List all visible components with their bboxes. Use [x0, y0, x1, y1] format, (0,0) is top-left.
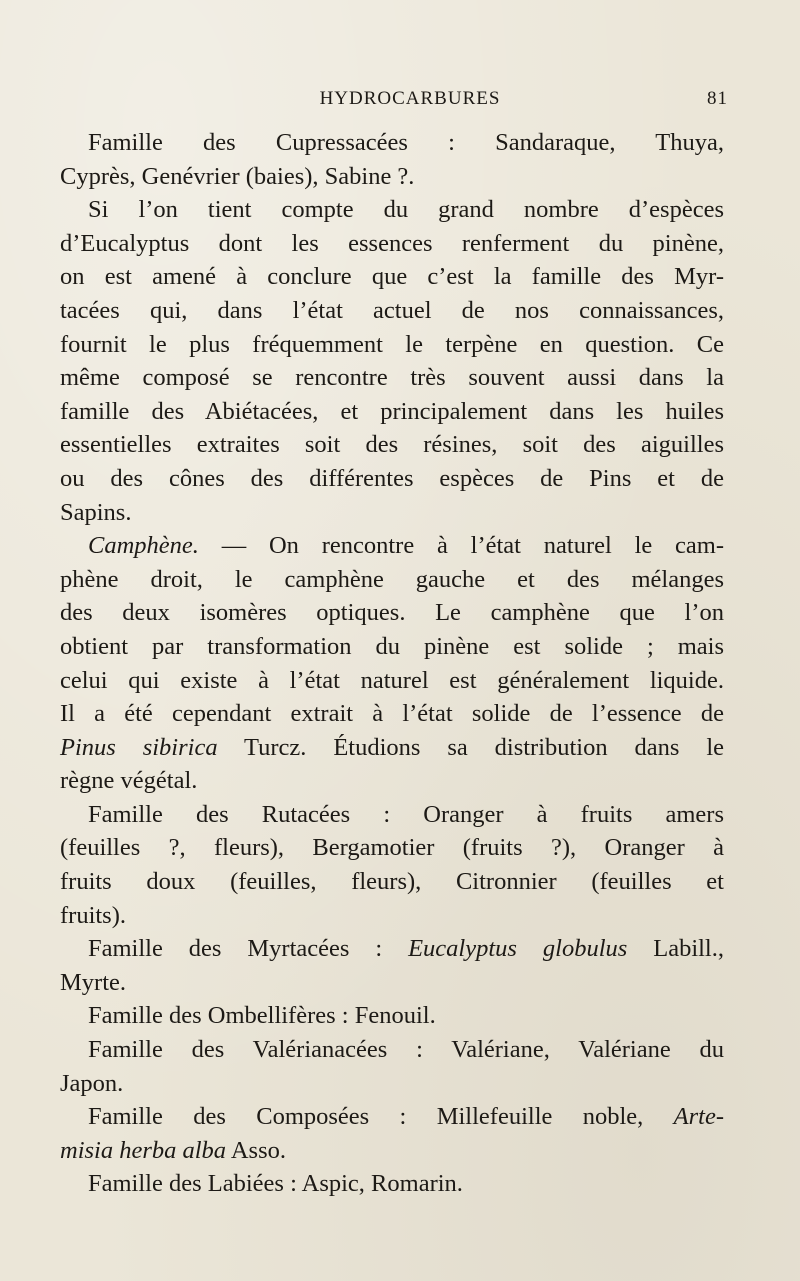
- species-name: Pinus sibirica: [60, 733, 218, 761]
- text-line: on est amené à conclure que c’est la famille des Myr-: [60, 263, 724, 291]
- text-line: règne végétal.: [60, 767, 198, 795]
- text-line: Cyprès, Genévrier (baies), Sabine ?.: [60, 162, 415, 190]
- text-segment: Turcz. Étudions sa distribution dans le: [217, 733, 724, 761]
- text-line: fruits).: [60, 901, 126, 929]
- text-line: famille des Abiétacées, et principalement dans les huiles: [60, 397, 724, 425]
- text-line: Famille des Ombellifères : Fenouil.: [88, 1002, 436, 1030]
- page-number: 81: [707, 88, 728, 109]
- text-line: essentielles extraites soit des résines, soit des aiguilles: [60, 431, 724, 459]
- text-line: Japon.: [60, 1069, 124, 1097]
- paragraph-cupressacees: [60, 126, 724, 193]
- text-line: Si l’on tient compte du grand nombre d’espèces: [88, 196, 724, 224]
- paragraph-composees: [60, 1100, 724, 1167]
- text-line: [60, 529, 724, 563]
- species-name: Arte-: [673, 1103, 724, 1131]
- text-line: [60, 1100, 724, 1134]
- text-line: fournit le plus fréquemment le terpène en question. Ce: [60, 330, 724, 358]
- text-line: [60, 731, 724, 765]
- text-line: [60, 1134, 724, 1168]
- text-line: Sapins.: [60, 498, 132, 526]
- text-line: d’Eucalyptus dont les essences renferment du pinène,: [60, 229, 724, 257]
- text-line: phène droit, le camphène gauche et des mélanges: [60, 565, 724, 593]
- paragraph-camphene: [60, 529, 724, 798]
- text-line: Il a été cependant extrait à l’état solide de l’essence de: [60, 700, 724, 728]
- text-segment: — On rencontre à l’état naturel le cam-: [198, 532, 724, 560]
- text-line: des deux isomères optiques. Le camphène que l’on: [60, 599, 724, 627]
- text-line: fruits doux (feuilles, fleurs), Citronnier (feuilles et: [60, 868, 724, 896]
- text-line: (feuilles ?, fleurs), Bergamotier (fruits ?), Oranger à: [60, 834, 724, 862]
- paragraph-ombelliferes: [60, 999, 724, 1033]
- running-title: HYDROCARBURES: [319, 88, 501, 109]
- paragraph-myrtacees: [60, 932, 724, 999]
- text-segment: Labill.,: [627, 935, 724, 963]
- paragraph-rutacees: [60, 798, 724, 932]
- text-line: Famille des Valérianacées : Valériane, Valériane du: [88, 1036, 724, 1064]
- species-name: Eucalyptus globulus: [408, 935, 628, 963]
- text-line: celui qui existe à l’état naturel est généralement liquide.: [60, 666, 724, 694]
- species-name: misia herba alba: [60, 1136, 227, 1164]
- text-line: Famille des Cupressacées : Sandaraque, Thuya,: [88, 129, 724, 156]
- section-heading-camphene: Camphène.: [88, 532, 199, 560]
- text-segment: Asso.: [226, 1136, 286, 1164]
- text-line: Myrte.: [60, 968, 126, 996]
- text-line: obtient par transformation du pinène est solide ; mais: [60, 632, 724, 660]
- running-header: [92, 88, 728, 112]
- text-segment: Famille des Composées : Millefeuille noble,: [88, 1103, 674, 1131]
- text-line: Famille des Rutacées : Oranger à fruits amers: [88, 800, 724, 828]
- text-line: même composé se rencontre très souvent aussi dans la: [60, 364, 724, 392]
- text-line: ou des cônes des différentes espèces de Pins et de: [60, 464, 724, 492]
- text-line: tacées qui, dans l’état actuel de nos connaissances,: [60, 296, 724, 324]
- text-segment: Famille des Myrtacées :: [88, 935, 409, 963]
- paragraph-valerianacees: [60, 1033, 724, 1100]
- paragraph-eucalyptus: [60, 193, 724, 529]
- text-line: Famille des Labiées : Aspic, Romarin.: [88, 1170, 463, 1198]
- paragraph-labiees: [60, 1167, 724, 1201]
- text-line: [60, 932, 724, 966]
- text-body: [60, 126, 724, 1201]
